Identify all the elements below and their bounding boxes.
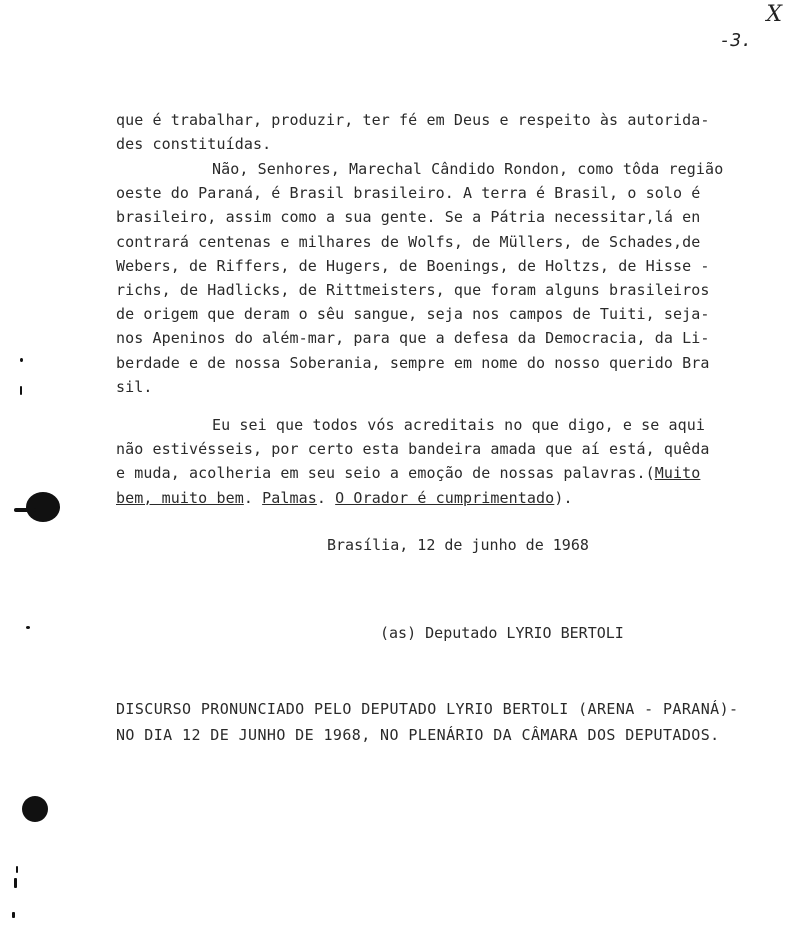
text-line: não estivésseis, por certo esta bandeira amada que aí está, quêda [116, 440, 710, 459]
text-line: oeste do Paraná, é Brasil brasileiro. A terra é Brasil, o solo é [116, 184, 701, 203]
footer-note [116, 696, 756, 748]
underlined-segment: Palmas [262, 488, 317, 507]
speck-mark [26, 626, 30, 629]
ink-blot [14, 508, 36, 512]
text-line: Eu sei que todos vós acreditais no que digo, e se aqui [212, 416, 706, 434]
underlined-segment: O Orador é cumprimentado [335, 488, 555, 507]
text-line: nos Apeninos do além-mar, para que a defesa da Democracia, da Li- [116, 329, 710, 348]
text-line: DISCURSO PRONUNCIADO PELO DEPUTADO LYRIO BERTOLI (ARENA - PARANÁ)- [116, 700, 739, 718]
page-number: -3. [719, 30, 752, 51]
ink-blot [22, 796, 48, 822]
text-line: que é trabalhar, produzir, ter fé em Deus e respeito às autorida- [116, 111, 710, 129]
speck-mark [16, 866, 18, 873]
dateline: Brasília, 12 de junho de 1968 [327, 536, 589, 554]
paragraph-1 [116, 108, 756, 156]
text-segment: . [316, 488, 336, 507]
speck-mark [20, 386, 22, 395]
underlined-segment: Muito [654, 464, 701, 483]
paragraph-3 [116, 413, 756, 510]
text-line: des constituídas. [116, 135, 272, 154]
text-line [116, 486, 756, 510]
signature-line: (as) Deputado LYRIO BERTOLI [380, 624, 624, 642]
text-line: richs, de Hadlicks, de Rittmeisters, que foram alguns brasileiros [116, 281, 710, 300]
speck-mark [20, 358, 23, 362]
ink-blot [26, 492, 60, 522]
underlined-segment: bem, muito bem [116, 488, 244, 507]
text-line: Webers, de Riffers, de Hugers, de Boenings, de Holtzs, de Hisse - [116, 256, 710, 275]
text-segment: ). [554, 488, 573, 507]
paragraph-2 [116, 157, 756, 399]
text-line: de origem que deram o sêu sangue, seja nos campos de Tuiti, seja- [116, 305, 710, 324]
text-segment: e muda, acolheria em seu seio a emoção de nossas palavras.( [116, 464, 655, 483]
text-line: brasileiro, assim como a sua gente. Se a Pátria necessitar,lá en [116, 208, 701, 227]
text-line: NO DIA 12 DE JUNHO DE 1968, NO PLENÁRIO DA CÂMARA DOS DEPUTADOS. [116, 726, 720, 744]
speck-mark [14, 878, 17, 888]
speck-mark [12, 912, 15, 918]
text-segment: . [243, 488, 263, 507]
corner-handwritten-mark: X [766, 2, 782, 27]
text-line [116, 461, 756, 485]
text-line: Não, Senhores, Marechal Cândido Rondon, como tôda região [212, 160, 724, 178]
text-line: berdade e de nossa Soberania, sempre em nome do nosso querido Bra [116, 353, 710, 372]
text-line: contrará centenas e milhares de Wolfs, de Müllers, de Schades,de [116, 232, 701, 251]
text-line: sil. [116, 377, 153, 396]
